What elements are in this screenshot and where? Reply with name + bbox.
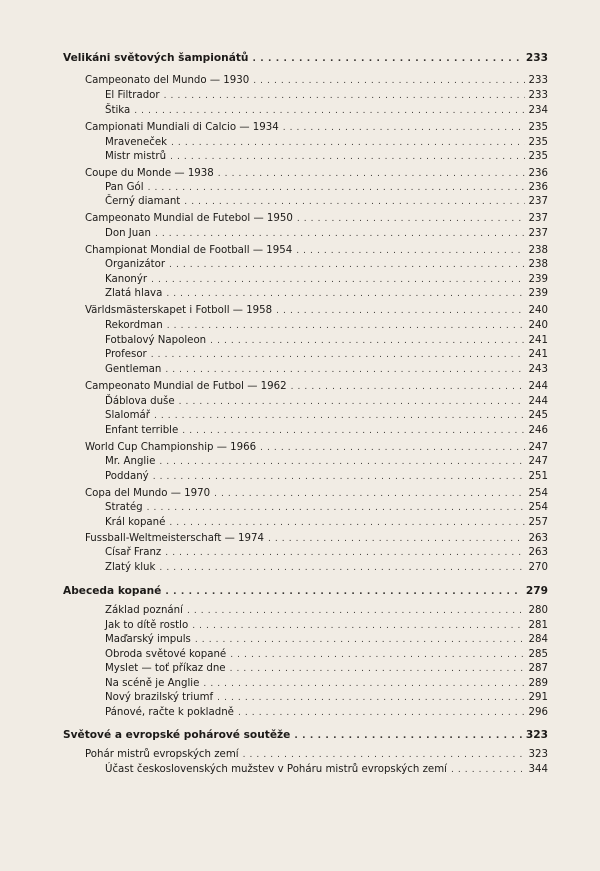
dot-leader (167, 320, 525, 332)
entry-title: Kanonýr (105, 274, 148, 285)
chapter-entry[interactable] (105, 259, 548, 271)
entry-title: Účast československých mužstev v Poháru mistrů evropských zemí (105, 764, 447, 775)
entry-title: Rekordman (105, 320, 163, 331)
entry-title: Ďáblova duše (105, 396, 175, 407)
page-number: 241 (528, 335, 548, 346)
chapter-entry[interactable] (105, 517, 548, 529)
entry-title: Campionati Mundiali di Calcio — 1934 (85, 122, 279, 133)
dot-leader (238, 707, 525, 719)
entry-title: Campeonato Mundial de Futbol — 1962 (85, 381, 287, 392)
entry-title: Štika (105, 105, 131, 116)
page-number: 234 (528, 105, 548, 116)
dot-leader (179, 396, 525, 408)
chapter-entry[interactable] (105, 274, 548, 286)
page-number: 244 (528, 396, 548, 407)
dot-leader (147, 502, 525, 514)
page-number: 285 (528, 649, 548, 660)
dot-leader (243, 749, 525, 761)
entry-title: Pohár mistrů evropských zemí (85, 749, 239, 760)
dot-leader (230, 663, 525, 675)
page-number: 235 (528, 151, 548, 162)
page-number: 233 (525, 52, 548, 64)
page-number: 245 (528, 410, 548, 421)
dot-leader (134, 105, 524, 117)
chapter-entry[interactable] (105, 605, 548, 617)
chapter-entry[interactable] (105, 707, 548, 719)
page-number: 246 (528, 425, 548, 436)
dot-leader (253, 75, 524, 87)
competition-entry[interactable] (85, 749, 548, 761)
page-number: 287 (528, 663, 548, 674)
entry-title: Černý diamant (105, 196, 181, 207)
entry-title: Slalomář (105, 410, 150, 421)
entry-title: Pan Gól (105, 182, 144, 193)
chapter-entry[interactable] (105, 634, 548, 646)
entry-title: Zlatý kluk (105, 562, 156, 573)
page-number: 254 (528, 488, 548, 499)
chapter-entry[interactable] (105, 288, 548, 300)
section-title: Abeceda kopané (63, 585, 162, 597)
page-number: 291 (528, 692, 548, 703)
dot-leader (164, 90, 525, 102)
page-number: 263 (528, 533, 548, 544)
page-number: 235 (528, 122, 548, 133)
dot-leader (165, 364, 524, 376)
dot-leader (195, 634, 525, 646)
page-number: 270 (528, 562, 548, 573)
entry-title: Císař Franz (105, 547, 162, 558)
page-number: 237 (528, 213, 548, 224)
entry-title: Don Juan (105, 228, 151, 239)
page-number: 323 (528, 749, 548, 760)
competition-entry[interactable] (105, 764, 548, 776)
page-number: 240 (528, 305, 548, 316)
dot-leader (184, 196, 524, 208)
dot-leader (166, 288, 524, 300)
dot-leader (276, 305, 524, 317)
championship-entry[interactable] (85, 533, 548, 545)
entry-title: Organizátor (105, 259, 166, 270)
dot-leader (165, 547, 524, 559)
championship-entry[interactable] (85, 168, 548, 180)
entry-title: Král kopané (105, 517, 166, 528)
entry-title: Mr. Anglie (105, 456, 156, 467)
chapter-entry[interactable] (105, 620, 548, 632)
dot-leader (151, 349, 525, 361)
championship-entry[interactable] (85, 381, 548, 393)
chapter-entry[interactable] (105, 151, 548, 163)
chapter-entry[interactable] (105, 90, 548, 102)
entry-title: Coupe du Monde — 1938 (85, 168, 214, 179)
entry-title: Profesor (105, 349, 147, 360)
chapter-entry[interactable] (105, 182, 548, 194)
dot-leader (154, 410, 525, 422)
chapter-entry[interactable] (105, 320, 548, 332)
dot-leader (165, 586, 522, 598)
dot-leader (296, 245, 524, 257)
page-number: 236 (528, 182, 548, 193)
section-title: Velikáni světových šampionátů (63, 52, 249, 64)
page-number: 284 (528, 634, 548, 645)
dot-leader (230, 649, 524, 661)
page-number: 240 (528, 320, 548, 331)
entry-title: World Cup Championship — 1966 (85, 442, 257, 453)
page-number: 251 (528, 471, 548, 482)
entry-title: Základ poznání (105, 605, 183, 616)
entry-title: Världsmästerskapet i Fotboll — 1958 (85, 305, 273, 316)
championship-entry[interactable] (85, 122, 548, 134)
entry-title: Fussball-Weltmeisterschaft — 1974 (85, 533, 264, 544)
chapter-entry[interactable] (105, 137, 548, 149)
dot-leader (159, 456, 524, 468)
chapter-entry[interactable] (105, 663, 548, 675)
championship-entry[interactable] (85, 488, 548, 500)
page-number: 323 (525, 729, 548, 741)
dot-leader (210, 335, 524, 347)
entry-title: Jak to dítě rostlo (105, 620, 189, 631)
entry-title: Campeonato del Mundo — 1930 (85, 75, 250, 86)
championship-entry[interactable] (85, 442, 548, 454)
dot-leader (153, 471, 525, 483)
page-number: 235 (528, 137, 548, 148)
chapter-entry[interactable] (105, 228, 548, 240)
page-number: 239 (528, 274, 548, 285)
entry-title: Nový brazilský triumf (105, 692, 214, 703)
chapter-entry[interactable] (105, 105, 548, 117)
chapter-entry[interactable] (105, 678, 548, 690)
entry-title: Gentleman (105, 364, 162, 375)
chapter-entry[interactable] (105, 547, 548, 559)
chapter-entry[interactable] (105, 502, 548, 514)
entry-title: Poddaný (105, 471, 149, 482)
page-number: 263 (528, 547, 548, 558)
page-number: 243 (528, 364, 548, 375)
dot-leader (159, 562, 524, 574)
chapter-entry[interactable] (105, 456, 548, 468)
page-number: 241 (528, 349, 548, 360)
dot-leader (192, 620, 524, 632)
dot-leader (294, 730, 522, 742)
entry-title: Maďarský impuls (105, 634, 191, 645)
dot-leader (187, 605, 525, 617)
entry-title: Obroda světové kopané (105, 649, 227, 660)
entry-title: El Filtrador (105, 90, 160, 101)
entry-title: Mraveneček (105, 137, 168, 148)
section-heading[interactable] (63, 52, 548, 65)
championship-entry[interactable] (85, 75, 548, 87)
page-number: 238 (528, 245, 548, 256)
entry-title: Fotbalový Napoleon (105, 335, 207, 346)
dot-leader (155, 228, 525, 240)
entry-title: Zlatá hlava (105, 288, 163, 299)
dot-leader (148, 182, 525, 194)
chapter-entry[interactable] (105, 396, 548, 408)
dot-leader (260, 442, 524, 454)
page-number: 279 (525, 585, 548, 597)
page-number: 280 (528, 605, 548, 616)
entry-title: Stratég (105, 502, 143, 513)
chapter-entry[interactable] (105, 692, 548, 704)
entry-title: Na scéně je Anglie (105, 678, 200, 689)
chapter-entry[interactable] (105, 471, 548, 483)
chapter-entry[interactable] (105, 349, 548, 361)
dot-leader (203, 678, 524, 690)
dot-leader (291, 381, 525, 393)
dot-leader (451, 764, 525, 776)
section-heading[interactable] (63, 585, 548, 598)
chapter-entry[interactable] (105, 410, 548, 422)
chapter-entry[interactable] (105, 335, 548, 347)
dot-leader (182, 425, 524, 437)
dot-leader (151, 274, 524, 286)
page-number: 238 (528, 259, 548, 270)
page-number: 244 (528, 381, 548, 392)
dot-leader (169, 517, 524, 529)
page-number: 233 (528, 90, 548, 101)
championship-entry[interactable] (85, 245, 548, 257)
page-number: 254 (528, 502, 548, 513)
section-title: Světové a evropské pohárové soutěže (63, 729, 291, 741)
dot-leader (268, 533, 525, 545)
page-number: 247 (528, 442, 548, 453)
dot-leader (171, 137, 525, 149)
chapter-entry[interactable] (105, 196, 548, 208)
page-number: 236 (528, 168, 548, 179)
chapter-entry[interactable] (105, 364, 548, 376)
entry-title: Copa del Mundo — 1970 (85, 488, 211, 499)
page-number: 257 (528, 517, 548, 528)
dot-leader (283, 122, 525, 134)
dot-leader (169, 259, 525, 271)
entry-title: Championat Mondial de Football — 1954 (85, 245, 293, 256)
dot-leader (170, 151, 524, 163)
chapter-entry[interactable] (105, 649, 548, 661)
dot-leader (218, 168, 525, 180)
dot-leader (217, 692, 524, 704)
chapter-entry[interactable] (105, 425, 548, 437)
entry-title: Pánové, račte k pokladně (105, 707, 234, 718)
chapter-entry[interactable] (105, 562, 548, 574)
championship-entry[interactable] (85, 213, 548, 225)
page-number: 289 (528, 678, 548, 689)
dot-leader (297, 213, 525, 225)
entry-title: Myslet — toť příkaz dne (105, 663, 226, 674)
entry-title: Enfant terrible (105, 425, 179, 436)
page-number: 239 (528, 288, 548, 299)
page-number: 237 (528, 196, 548, 207)
page-number: 237 (528, 228, 548, 239)
dot-leader (252, 53, 521, 65)
entry-title: Campeonato Mundial de Futebol — 1950 (85, 213, 293, 224)
entry-title: Mistr mistrů (105, 151, 167, 162)
page-number: 247 (528, 456, 548, 467)
section-heading[interactable] (63, 729, 548, 742)
page-number: 344 (528, 764, 548, 775)
championship-entry[interactable] (85, 305, 548, 317)
page-number: 296 (528, 707, 548, 718)
page-number: 281 (528, 620, 548, 631)
page-number: 233 (528, 75, 548, 86)
dot-leader (214, 488, 524, 500)
